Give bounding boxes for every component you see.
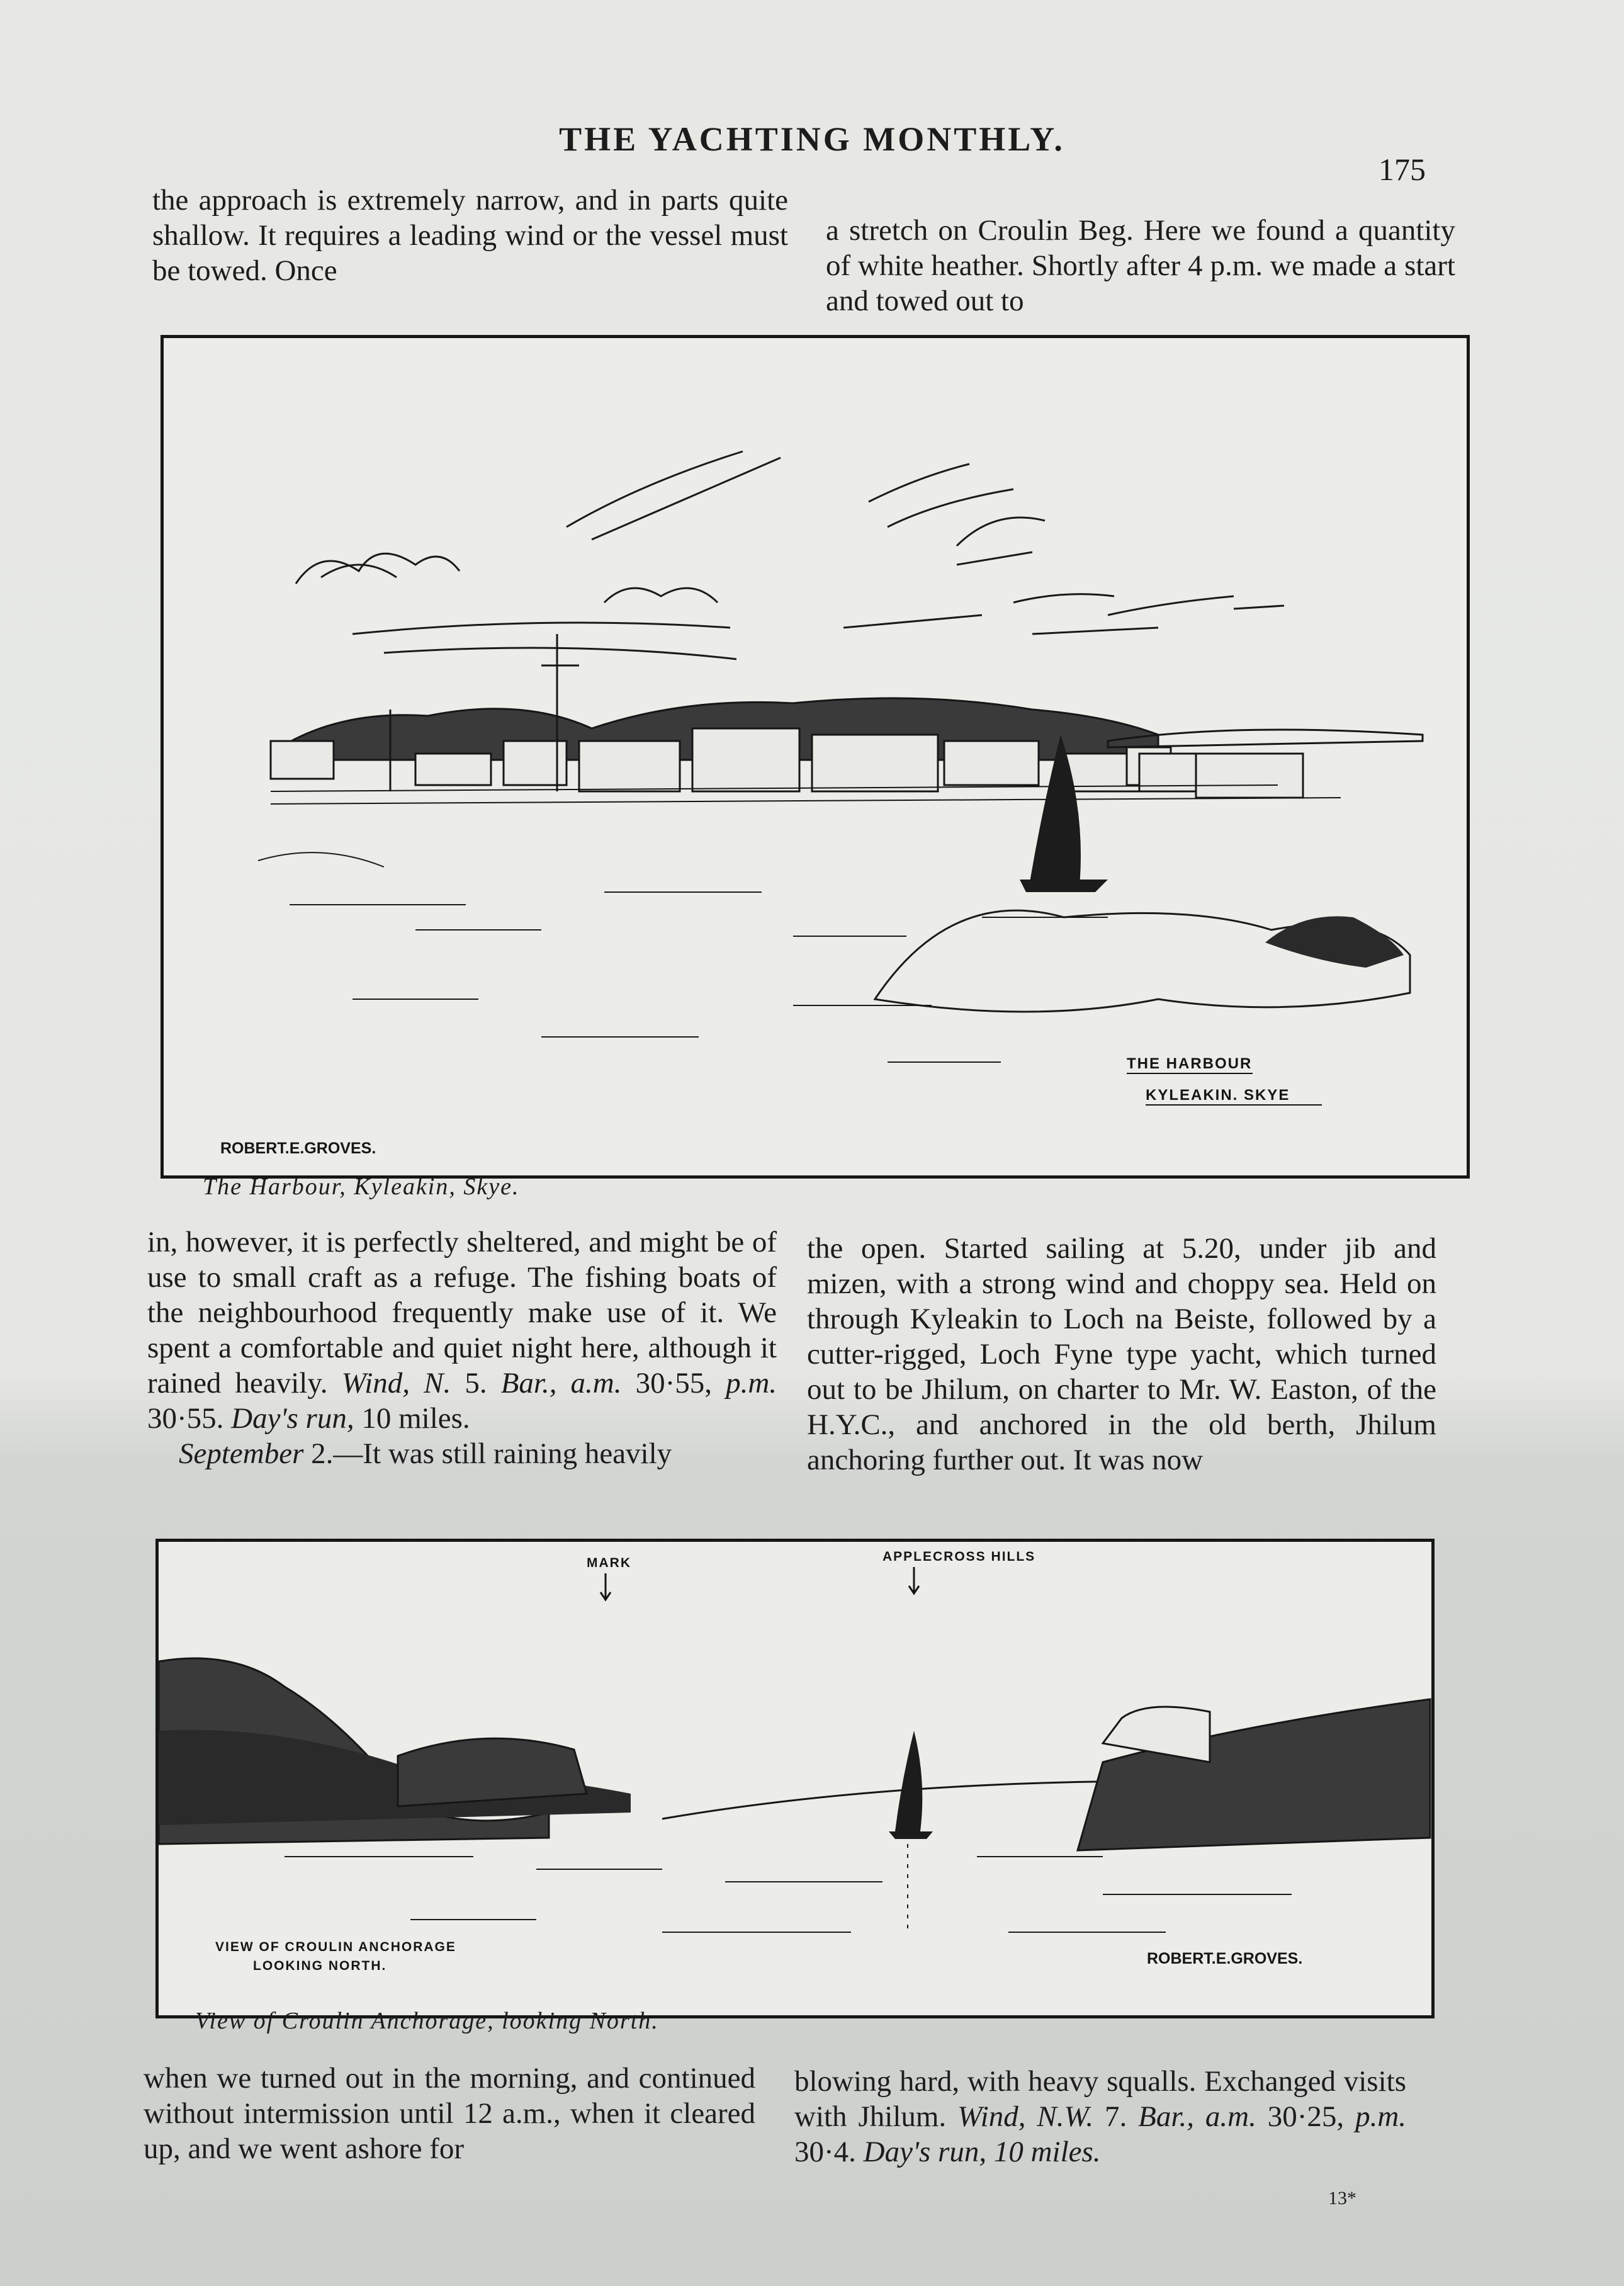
anchorage-illustration: [159, 1542, 1431, 2015]
signature-mark: 13*: [1328, 2188, 1356, 2209]
text-mid-right: [807, 1231, 1436, 1478]
running-title: THE YACHTING MONTHLY.: [559, 120, 1065, 158]
page-number: 175: [1379, 152, 1426, 187]
figure1-artist-signature: ROBERT.E.GROVES.: [220, 1140, 376, 1157]
figure1-inset-label-2: KYLEAKIN. SKYE: [1146, 1087, 1290, 1104]
text-bottom-left: [144, 2061, 755, 2166]
figure1-caption: The Harbour, Kyleakin, Skye.: [203, 1174, 520, 1200]
figure2-inset-label-2: LOOKING NORTH.: [253, 1959, 387, 1973]
figure2-inset-label-1: VIEW OF CROULIN ANCHORAGE: [215, 1940, 456, 1954]
figure2-pointer-label-2: APPLECROSS HILLS: [882, 1549, 1036, 1564]
text-bottom-right: blowing hard, with heavy squalls. Exchanged visits with Jhilum. Wind, N.W. 7. Bar., a.m. 30·25, p.m. 30·4. Day's run, 10 miles.: [794, 2065, 1407, 2168]
paragraph: the approach is extremely narrow, and in parts quite shallow. It requires a leading wind or the vessel must be towed. Once: [152, 184, 788, 287]
text-top-left: [152, 183, 788, 288]
text-top-right: [826, 213, 1455, 319]
figure2-artist-signature: ROBERT.E.GROVES.: [1147, 1950, 1303, 1967]
figure-harbour-kyleakin: [161, 335, 1470, 1179]
paragraph: when we turned out in the morning, and continued without intermission until 12 a.m., when it cleared up, and we went ashore for: [144, 2062, 755, 2165]
text-mid-left: in, however, it is perfectly sheltered, and might be of use to small craft as a refuge. The fishing boats of the neighbourhood frequently make use of it. We spent a comfortable and quiet night here, although it rained heavily. Wind, N. 5. Bar., a.m. 30·55, p.m. 30·55. Day's run, 10 miles. September 2.—It was still raining heavily: [147, 1226, 777, 1470]
figure2-caption: View of Croulin Anchorage, looking North.: [195, 2008, 659, 2034]
figure2-pointer-label-1: MARK: [587, 1556, 631, 1570]
harbour-illustration: [164, 338, 1467, 1175]
paragraph: a stretch on Croulin Beg. Here we found a quantity of white heather. Shortly after 4 p.m. we made a start and towed out to: [826, 214, 1455, 317]
paragraph: blowing hard, with heavy squalls. Exchanged visits with Jhilum.: [794, 2065, 1406, 2133]
figure-croulin-anchorage: [155, 1539, 1435, 2018]
paragraph: in, however, it is perfectly sheltered, and might be of use to small craft as a refuge. The fishing boats of the neighbourhood frequently make use of it. We spent a comfortable and quiet night here, although it rained heavily.: [147, 1226, 777, 1400]
figure1-inset-label-1: THE HARBOUR: [1127, 1055, 1253, 1072]
paragraph: the open. Started sailing at 5.20, under jib and mizen, with a strong wind and choppy sea. Held on through Kyleakin to Loch na Beiste, followed by a cutter-rigged, Loch Fyne type yacht, which turned out to be Jhilum, on charter to Mr. W. Easton, of the H.Y.C., and anchored in the old berth, Jhilum anchoring further out. It was now: [807, 1232, 1436, 1476]
